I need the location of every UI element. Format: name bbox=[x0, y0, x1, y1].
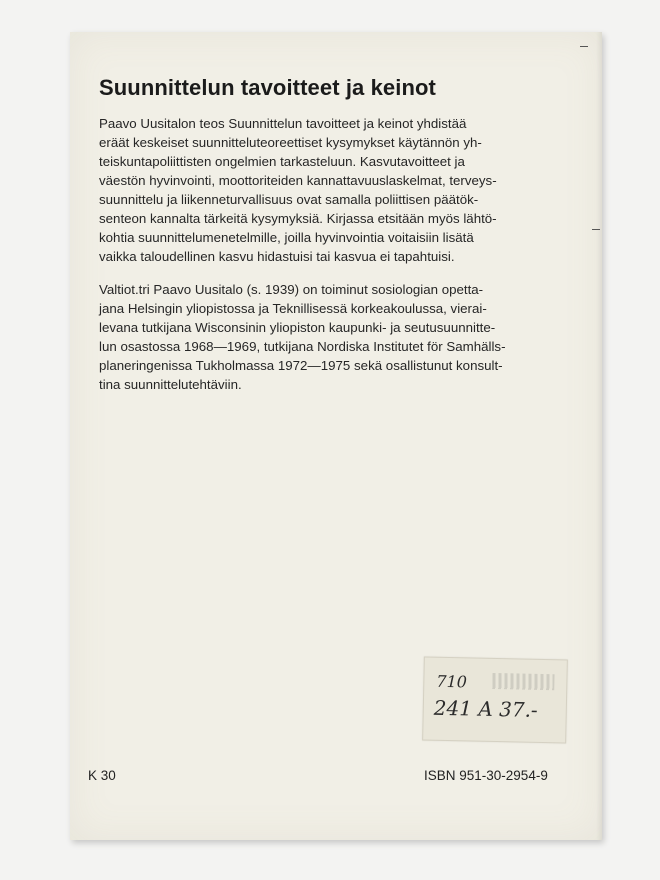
price-sticker bbox=[422, 657, 568, 744]
bio-line: tina suunnittelutehtäviin. bbox=[99, 377, 242, 392]
bio-line: lun osastossa 1968—1969, tutkijana Nordiska Institutet för Samhälls- bbox=[99, 339, 506, 354]
bio-line: levana tutkijana Wisconsinin yliopiston kaupunki- ja seutusuunnitte- bbox=[99, 320, 496, 335]
description-line: kohtia suunnittelumenetelmille, joilla hyvinvointia voitaisiin lisätä bbox=[99, 230, 474, 245]
bio-line: Valtiot.tri Paavo Uusitalo (s. 1939) on toiminut sosiologian opetta- bbox=[99, 282, 484, 297]
isbn-number: ISBN 951-30-2954-9 bbox=[424, 768, 548, 783]
bio-line: jana Helsingin yliopistossa ja Teknillisessä korkeakoulussa, vierai- bbox=[99, 301, 487, 316]
faded-stamp bbox=[492, 673, 554, 690]
handwritten-code: 710 bbox=[436, 671, 468, 692]
edge-tick-mark bbox=[592, 229, 600, 230]
handwritten-price: 241 A 37.- bbox=[433, 695, 538, 722]
description-paragraph bbox=[99, 114, 585, 266]
description-line: teiskuntapoliittisten ongelmien tarkasteluun. Kasvutavoitteet ja bbox=[99, 154, 465, 169]
edge-tick-mark bbox=[580, 46, 588, 47]
description-line: eräät keskeiset suunnitteluteoreettiset kysymykset käytännön yh- bbox=[99, 135, 482, 150]
bio-line: planeringenissa Tukholmassa 1972—1975 sekä osallistunut konsult- bbox=[99, 358, 503, 373]
description-line: väestön hyvinvointi, moottoriteiden kannattavuuslaskelmat, terveys- bbox=[99, 173, 497, 188]
series-code: K 30 bbox=[88, 768, 116, 783]
description-line: Paavo Uusitalon teos Suunnittelun tavoitteet ja keinot yhdistää bbox=[99, 116, 467, 131]
description-line: senteon kannalta tärkeitä kysymyksiä. Kirjassa etsitään myös lähtö- bbox=[99, 211, 497, 226]
description-line: suunnittelu ja liikenneturvallisuus ovat samalla poliittisen päätök- bbox=[99, 192, 479, 207]
author-bio-paragraph bbox=[99, 280, 585, 394]
description-line: vaikka taloudellinen kasvu hidastuisi tai kasvua ei tapahtuisi. bbox=[99, 249, 455, 264]
book-title: Suunnittelun tavoitteet ja keinot bbox=[99, 75, 436, 100]
cover-edge-shadow bbox=[596, 32, 602, 840]
